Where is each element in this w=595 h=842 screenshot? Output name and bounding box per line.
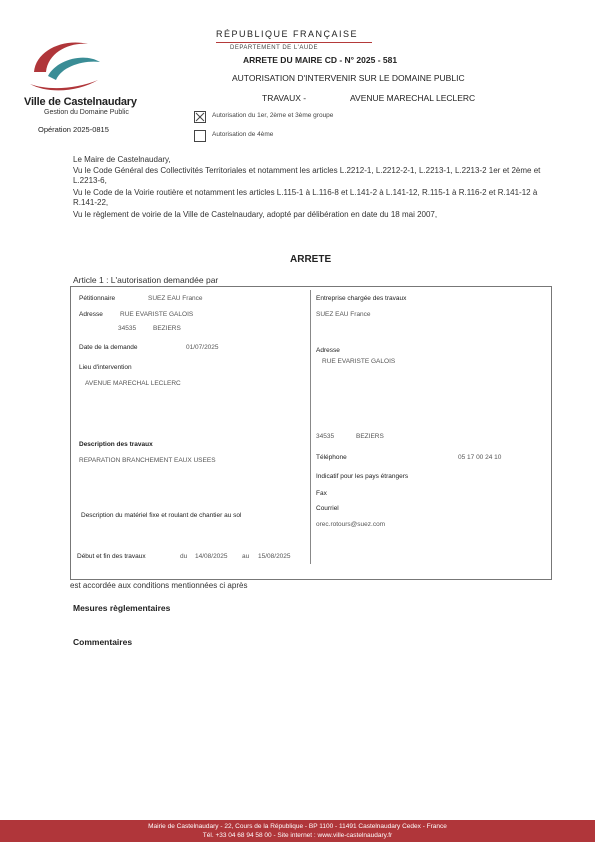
adresse-value: RUE EVARISTE GALOIS	[120, 311, 194, 318]
indicatif-label: Indicatif pour les pays étrangers	[316, 473, 409, 480]
ville-value: BEZIERS	[153, 325, 181, 332]
fax-label: Fax	[316, 490, 327, 497]
republique-heading: RÉPUBLIQUE FRANÇAISE	[216, 29, 359, 39]
checkbox-label-2: Autorisation de 4ème	[212, 131, 274, 138]
lieu-label: Lieu d'intervention	[79, 364, 132, 371]
adresse2-value: RUE EVARISTE GALOIS	[322, 358, 396, 365]
telephone-label: Téléphone	[316, 454, 347, 461]
telephone-value: 05 17 00 24 10	[458, 454, 502, 461]
header-rule	[216, 42, 372, 43]
adresse2-label: Adresse	[316, 347, 340, 354]
preamble-cgct: Vu le Code Général des Collectivités Territoriales et notamment les articles L.2212-1, L.2212-2-1, L.2213-1, L.2213-2 1er et 2ème et L.2213-6,	[73, 166, 541, 185]
travaux-label: TRAVAUX -	[262, 93, 307, 103]
du-label: du	[180, 553, 188, 560]
checkbox-groupe-1-2-3[interactable]	[194, 111, 206, 123]
checkbox-groupe-4[interactable]	[194, 130, 206, 142]
courriel-value: orec.rotours@suez.com	[316, 521, 386, 528]
checkbox-label-1: Autorisation du 1er, 2ème et 3ème groupe	[212, 112, 334, 119]
description-value: REPARATION BRANCHEMENT EAUX USEES	[79, 457, 216, 464]
entreprise-label: Entreprise chargée des travaux	[316, 295, 407, 302]
city-logo	[26, 32, 106, 96]
materiel-label: Description du matériel fixe et roulant de chantier au sol	[81, 512, 242, 519]
entreprise-value: SUEZ EAU France	[316, 311, 371, 318]
date-fin: 15/08/2025	[258, 553, 291, 560]
mesures-heading: Mesures règlementaires	[73, 603, 171, 613]
ville2-value: BEZIERS	[356, 433, 384, 440]
form-divider	[310, 290, 311, 564]
accordee-text: est accordée aux conditions mentionnées ci après	[70, 581, 248, 590]
cp-value: 34535	[118, 325, 137, 332]
request-form-frame	[70, 286, 552, 580]
courriel-label: Courriel	[316, 505, 339, 512]
service-name: Gestion du Domaine Public	[44, 109, 129, 116]
preamble-reglement: Vu le règlement de voirie de la Ville de Castelnaudary, adopté par délibération en date du 18 mai 2007,	[73, 210, 438, 219]
description-label: Description des travaux	[79, 441, 153, 448]
preamble-maire: Le Maire de Castelnaudary,	[73, 155, 171, 164]
cp2-value: 34535	[316, 433, 335, 440]
arrete-title: ARRETE DU MAIRE CD - N° 2025 - 581	[243, 55, 398, 65]
operation-number: Opération 2025-0815	[38, 125, 109, 134]
arrete-subtitle: AUTORISATION D'INTERVENIR SUR LE DOMAINE PUBLIC	[232, 73, 465, 83]
check-cross-icon	[195, 112, 205, 122]
date-demande-value: 01/07/2025	[186, 344, 219, 351]
debut-fin-label: Début et fin des travaux	[77, 553, 146, 560]
footer-address: Mairie de Castelnaudary - 22, Cours de la République - BP 1100 - 11491 Castelnaudary Cedex - France	[148, 823, 447, 830]
date-debut: 14/08/2025	[195, 553, 228, 560]
arrete-heading: ARRETE	[290, 254, 332, 265]
article-1: Article 1 : L'autorisation demandée par	[73, 275, 219, 285]
footer-contact: Tél. +33 04 68 94 58 00 - Site internet : www.ville-castelnaudary.fr	[202, 832, 393, 839]
petitionnaire-value: SUEZ EAU France	[148, 295, 203, 302]
lieu-value: AVENUE MARECHAL LECLERC	[85, 380, 181, 387]
au-label: au	[242, 553, 250, 560]
petitionnaire-label: Pétitionnaire	[79, 295, 116, 302]
city-name: Ville de Castelnaudary	[24, 96, 137, 108]
date-demande-label: Date de la demande	[79, 344, 138, 351]
preamble-voirie: Vu le Code de la Voirie routière et notamment les articles L.115-1 à L.116-8 et L.141-2 à L.141-12, R.115-1 à R.116-2 et R.141-12 à R.141-22,	[73, 188, 538, 207]
commentaires-heading: Commentaires	[73, 637, 133, 647]
departement-label: DEPARTEMENT DE L'AUDE	[230, 45, 318, 51]
adresse-label: Adresse	[79, 311, 103, 318]
travaux-location: AVENUE MARECHAL LECLERC	[350, 93, 476, 103]
footer-bar	[0, 820, 595, 842]
